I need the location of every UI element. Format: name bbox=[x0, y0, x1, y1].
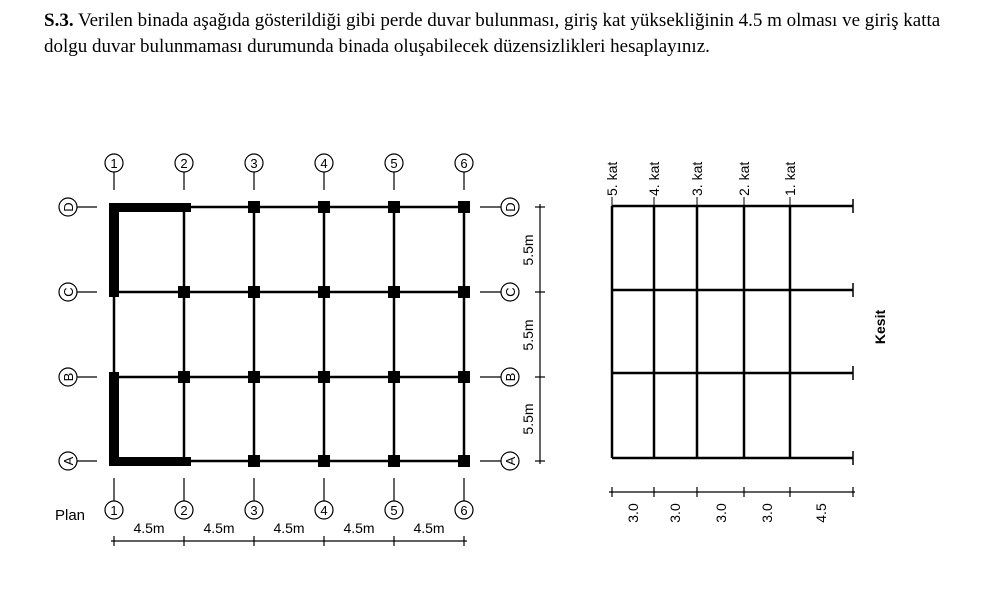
section-floor-labels bbox=[604, 162, 798, 196]
column bbox=[388, 201, 400, 213]
plan-y-dimension bbox=[535, 204, 545, 464]
left-axis-markers bbox=[59, 198, 97, 470]
axis-label-2-bottom: 2 bbox=[180, 503, 188, 518]
column bbox=[178, 371, 190, 383]
column bbox=[248, 201, 260, 213]
floor-label-3: 3. kat bbox=[689, 161, 705, 196]
axis-label-4: 4 bbox=[320, 156, 328, 171]
right-axis-markers bbox=[480, 198, 519, 470]
plan-y-dimension-labels bbox=[520, 234, 536, 434]
dim-y-3: 5.5m bbox=[520, 403, 536, 435]
shear-wall-a-left bbox=[109, 372, 119, 466]
axis-label-5: 5 bbox=[390, 156, 398, 171]
question-body: Verilen binada aşağıda gösterildiği gibi perde duvar bulunması, giriş kat yüksekliğinin 4.5 m olması ve giriş katta dolgu duvar bulunmaması durumunda binada oluşabilecek düzensizlikleri hesaplayınız. bbox=[44, 10, 941, 57]
axis-label-6-bottom: 6 bbox=[460, 503, 468, 518]
section-height-dimension bbox=[609, 487, 855, 497]
shear-walls bbox=[109, 203, 191, 466]
axis-label-b: B bbox=[61, 372, 76, 382]
axis-label-c-right: C bbox=[503, 287, 518, 297]
height-label-3: 3.0 bbox=[713, 503, 729, 523]
shear-wall-d-left bbox=[109, 203, 119, 297]
shear-wall-a-bottom bbox=[109, 457, 191, 466]
left-axis-labels bbox=[61, 202, 76, 465]
plan-drawing bbox=[114, 207, 464, 461]
axis-label-1-bottom: 1 bbox=[110, 503, 118, 518]
column bbox=[458, 371, 470, 383]
column bbox=[248, 286, 260, 298]
dim-x-3: 4.5m bbox=[273, 520, 305, 536]
plan-x-dimension-labels bbox=[133, 520, 444, 536]
axis-label-3: 3 bbox=[250, 156, 258, 171]
column bbox=[458, 455, 470, 467]
column bbox=[388, 286, 400, 298]
floor-label-4: 4. kat bbox=[646, 161, 662, 196]
floor-label-1: 1. kat bbox=[782, 161, 798, 196]
height-label-4: 3.0 bbox=[667, 503, 683, 523]
column bbox=[318, 286, 330, 298]
column bbox=[318, 371, 330, 383]
axis-label-b-right: B bbox=[503, 372, 518, 382]
axis-label-a-right: A bbox=[503, 456, 518, 466]
plan-x-dimension bbox=[111, 536, 467, 546]
column bbox=[178, 286, 190, 298]
column bbox=[388, 371, 400, 383]
floor-label-leaders bbox=[612, 197, 790, 206]
dim-x-2: 4.5m bbox=[203, 520, 235, 536]
section-frame bbox=[612, 206, 853, 458]
dim-y-1: 5.5m bbox=[520, 234, 536, 266]
top-axis-labels bbox=[110, 156, 467, 171]
dim-x-1: 4.5m bbox=[133, 520, 165, 536]
axis-label-d: D bbox=[61, 202, 76, 212]
column bbox=[458, 286, 470, 298]
dim-y-2: 5.5m bbox=[520, 319, 536, 351]
axis-label-6: 6 bbox=[460, 156, 468, 171]
axis-label-3-bottom: 3 bbox=[250, 503, 258, 518]
height-label-2: 3.0 bbox=[759, 503, 775, 523]
height-label-1: 4.5 bbox=[813, 503, 829, 523]
bottom-axis-labels bbox=[110, 503, 467, 518]
floor-label-2: 2. kat bbox=[736, 161, 752, 196]
right-axis-labels bbox=[503, 202, 518, 465]
axis-label-4-bottom: 4 bbox=[320, 503, 328, 518]
column bbox=[388, 455, 400, 467]
column bbox=[248, 371, 260, 383]
section-height-labels bbox=[625, 503, 829, 523]
top-axis-markers bbox=[105, 154, 473, 190]
axis-label-a: A bbox=[61, 456, 76, 466]
dim-x-4: 4.5m bbox=[343, 520, 375, 536]
height-label-5: 3.0 bbox=[625, 503, 641, 523]
bottom-axis-markers bbox=[105, 478, 473, 519]
section-label: Kesit bbox=[872, 309, 888, 345]
column bbox=[318, 201, 330, 213]
dim-x-5: 4.5m bbox=[413, 520, 445, 536]
floor-label-5: 5. kat bbox=[604, 161, 620, 196]
column bbox=[458, 201, 470, 213]
shear-wall-d-top bbox=[109, 203, 191, 212]
axis-label-c: C bbox=[61, 287, 76, 297]
column bbox=[318, 455, 330, 467]
plan-label: Plan bbox=[55, 507, 86, 524]
axis-label-5-bottom: 5 bbox=[390, 503, 398, 518]
column bbox=[248, 455, 260, 467]
question-number: S.3. bbox=[44, 10, 74, 31]
axis-label-1: 1 bbox=[110, 156, 118, 171]
axis-label-2: 2 bbox=[180, 156, 188, 171]
axis-label-d-right: D bbox=[503, 202, 518, 212]
